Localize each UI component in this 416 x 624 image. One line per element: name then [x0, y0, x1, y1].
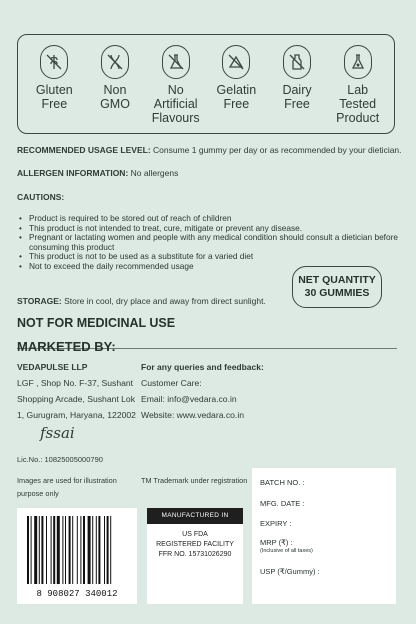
storage-label: STORAGE:: [17, 296, 62, 306]
gelatin-crossed-icon: [222, 45, 250, 79]
barcode-bar: [46, 516, 47, 584]
address-line-2: Shopping Arcade, Sushant Lok: [17, 394, 136, 404]
barcode: [17, 508, 137, 604]
barcode-bar: [83, 516, 85, 584]
manufactured-body: US FDA REGISTERED FACILITY FFR NO. 15731026290: [156, 531, 234, 558]
storage-text: Store in cool, dry place and away from direct sunlight.: [61, 296, 266, 306]
badge-non-gmo: [85, 45, 146, 111]
barcode-bar: [31, 516, 32, 584]
mfg-date-label: MFG. DATE :: [260, 499, 305, 508]
disclaimer-line-1: Images are used for illustration: [17, 476, 117, 485]
fssai-logo: fssai: [40, 424, 75, 442]
barcode-bar: [51, 516, 52, 584]
mrp-label: MRP (₹) :: [260, 538, 293, 547]
badge-label: No Artificial Flavours: [151, 83, 200, 125]
barcode-bar: [107, 516, 109, 584]
barcode-bar: [92, 516, 93, 584]
batch-no-label: BATCH NO. :: [260, 478, 305, 487]
badge-gluten-free: [24, 45, 85, 111]
barcode-bar: [34, 516, 37, 584]
address-line-1: LGF , Shop No. F-37, Sushant: [17, 378, 134, 388]
lab-flask-icon: [344, 45, 372, 79]
barcode-bar: [77, 516, 78, 584]
list-item: • This product is not to be used as a substitute for a varied diet: [17, 252, 409, 262]
barcode-bar: [69, 516, 71, 584]
mrp-note: (Inclusive of all taxes): [260, 548, 313, 554]
badge-no-artificial-flavours: [145, 45, 206, 125]
barcode-bar: [39, 516, 40, 584]
bottle-crossed-icon: [283, 45, 311, 79]
manufactured-head: MANUFACTURED IN: [147, 508, 243, 524]
expiry-label: EXPIRY :: [260, 519, 292, 528]
net-quantity-badge: NET QUANTITY 30 GUMMIES: [292, 266, 382, 308]
trademark-note: TM Trademark under registration: [141, 476, 248, 485]
address-line-3: 1, Gurugram, Haryana, 122002: [17, 410, 136, 420]
manufactured-box: [147, 508, 243, 604]
badge-dairy-free: [267, 45, 328, 111]
barcode-bar: [98, 516, 100, 584]
marketed-by-title: MARKETED BY:: [17, 339, 116, 354]
list-item: • Pregnant or lactating women and people with any medical condition should consult a dietician before consuming this product: [17, 233, 409, 252]
fssai-license: Lic.No.: 10825005000790: [17, 455, 103, 464]
contact-title: For any queries and feedback:: [141, 362, 264, 372]
usage-line: [17, 145, 402, 155]
badge-label: Non GMO: [100, 83, 130, 111]
barcode-bar: [80, 516, 81, 584]
barcode-digits: 8 908027 340012: [36, 589, 118, 599]
usp-label: USP (₹/Gummy) :: [260, 567, 320, 576]
barcode-bar: [62, 516, 63, 584]
feature-badges: [17, 34, 395, 134]
usage-text: Consume 1 gummy per day or as recommended by your dietician.: [150, 145, 402, 155]
flask-crossed-icon: [162, 45, 190, 79]
allergen-line: [17, 168, 178, 178]
barcode-bar: [88, 516, 91, 584]
list-item: • Not to exceed the daily recommended usage: [17, 262, 409, 272]
list-item: • Product is required to be stored out of reach of children: [17, 214, 409, 224]
barcode-bar: [96, 516, 97, 584]
barcode-bar: [110, 516, 111, 584]
disclaimer-line-2: purpose only: [17, 489, 59, 498]
barcode-bar: [104, 516, 105, 584]
badge-label: Lab Tested Product: [336, 83, 380, 125]
batch-info-box: [252, 468, 396, 604]
contact-website[interactable]: Website: www.vedara.co.in: [141, 410, 245, 420]
barcode-bar: [27, 516, 29, 584]
cautions-title: CAUTIONS:: [17, 192, 65, 202]
badge-label: Dairy Free: [282, 83, 312, 111]
not-medicinal-heading: NOT FOR MEDICINAL USE: [17, 316, 176, 330]
allergen-label: ALLERGEN INFORMATION:: [17, 168, 129, 178]
barcode-bar: [72, 516, 73, 584]
barcode-bar: [57, 516, 60, 584]
barcode-bar: [53, 516, 55, 584]
barcode-bar: [41, 516, 43, 584]
usage-label: RECOMMENDED USAGE LEVEL:: [17, 145, 151, 155]
cautions-list: [17, 214, 409, 271]
customer-care-label: Customer Care:: [141, 378, 202, 388]
badge-label: Gluten Free: [35, 83, 73, 111]
dna-crossed-icon: [101, 45, 129, 79]
barcode-bar: [65, 516, 66, 584]
badge-gelatin-free: [206, 45, 267, 111]
barcode-bars: [17, 508, 137, 604]
badge-label: Gelatin Free: [216, 83, 257, 111]
storage-line: [17, 296, 266, 306]
company-name: VEDAPULSE LLP: [17, 362, 88, 372]
list-item: • This product is not intended to treat, cure, mitigate or prevent any disease.: [17, 224, 409, 234]
badge-lab-tested: [327, 45, 388, 125]
allergen-text: No allergens: [128, 168, 179, 178]
contact-email[interactable]: Email: info@vedara.co.in: [141, 394, 237, 404]
wheat-crossed-icon: [40, 45, 68, 79]
